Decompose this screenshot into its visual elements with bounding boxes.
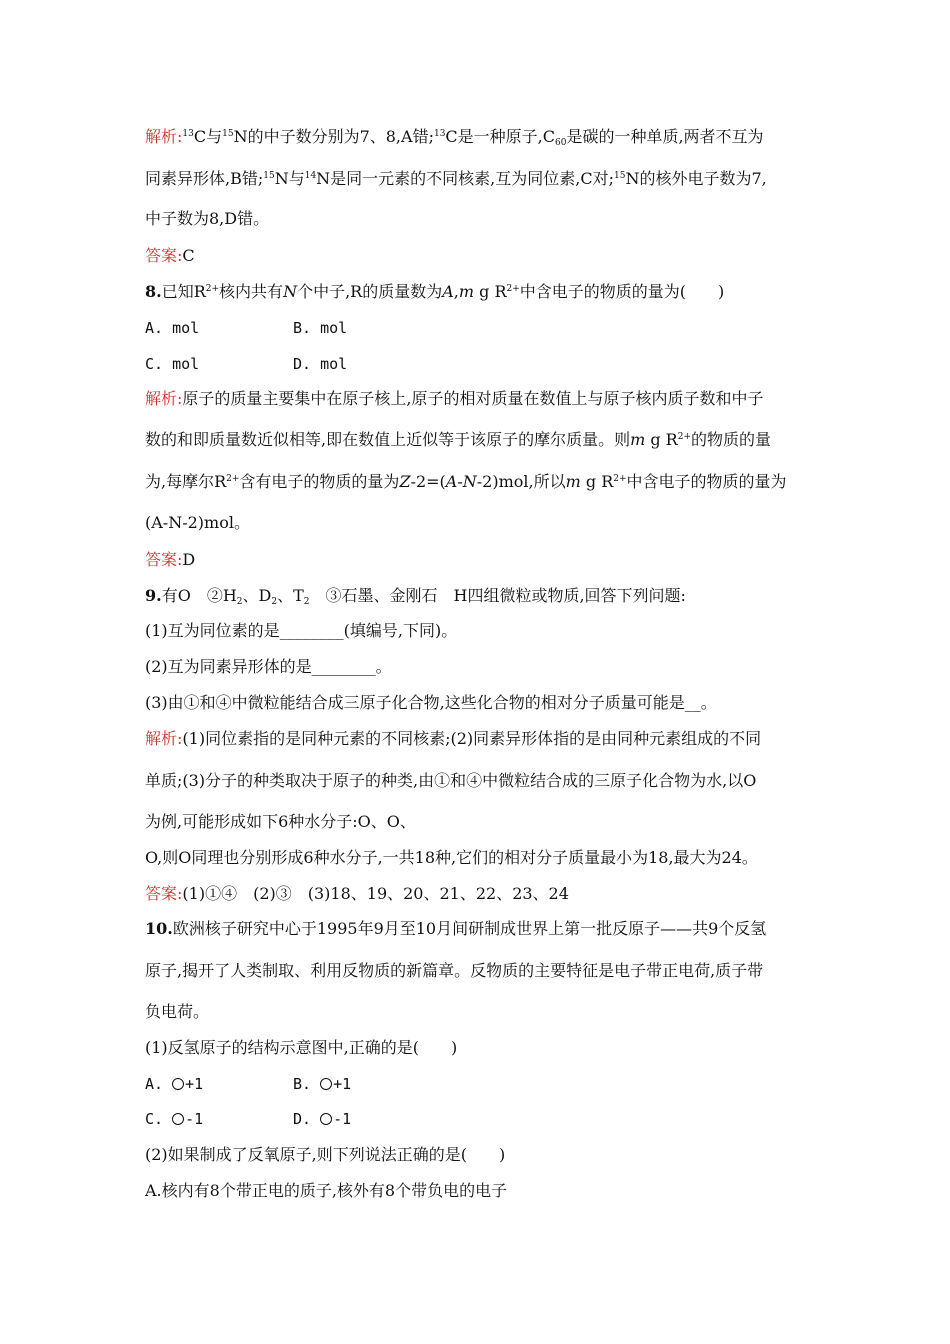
q10-line-1 xyxy=(145,918,766,940)
subscript: 60 xyxy=(555,138,567,148)
q7-analysis-line-2 xyxy=(145,168,767,190)
text: N的中子数分别为7、8,A错; xyxy=(233,127,434,146)
text: 为,每摩尔R xyxy=(145,472,227,491)
superscript: 2+ xyxy=(506,284,520,294)
text: 是碳的一种单质,两者不互为 xyxy=(566,127,764,146)
question-number: 10. xyxy=(145,919,173,938)
answer-label: 答案: xyxy=(145,550,183,569)
variable-z: Z xyxy=(399,472,411,491)
superscript: 2+ xyxy=(677,432,692,442)
nucleus-circle-icon xyxy=(320,1078,332,1090)
q9-analysis-line-4: O,则O同理也分别形成6种水分子,一共18种,它们的相对分子质量最小为18,最大为24。 xyxy=(145,848,758,867)
superscript: 15 xyxy=(613,171,626,181)
q7-answer xyxy=(145,245,195,267)
variable-m: m xyxy=(630,430,646,449)
text: - xyxy=(457,472,463,491)
q10-part-1: (1)反氢原子的结构示意图中,正确的是( ) xyxy=(145,1038,458,1057)
question-number: 9. xyxy=(145,586,162,605)
superscript: 14 xyxy=(304,171,317,181)
text: N的核外电子数为7, xyxy=(625,169,767,188)
analysis-label: 解析: xyxy=(145,729,183,748)
q9-part-3: (3)由①和④中微粒能结合成三原子化合物,这些化合物的相对分子质量可能是__。 xyxy=(145,693,717,712)
text: 欧洲核子研究中心于1995年9月至10月间研制成世界上第一批反原子——共9个反氢 xyxy=(172,919,767,938)
subscript: 2 xyxy=(271,597,278,607)
analysis-label: 解析: xyxy=(145,127,183,146)
q8-analysis-line-2 xyxy=(145,429,771,451)
superscript: 13 xyxy=(433,129,446,139)
analysis-label: 解析: xyxy=(145,389,183,408)
subscript: 2 xyxy=(303,597,310,607)
q10-line-2: 原子,揭开了人类制取、利用反物质的新篇章。反物质的主要特征是电子带正电荷,质子带 xyxy=(145,961,764,980)
nucleus-circle-icon xyxy=(172,1113,184,1125)
q9-answer xyxy=(145,883,569,905)
option-label: A. xyxy=(145,1075,164,1093)
text: N是同一元素的不同核素,互为同位素,C对; xyxy=(316,169,614,188)
charge-value: -1 xyxy=(333,1110,352,1128)
text: 已知R xyxy=(161,282,206,301)
q9-analysis-line-3: 为例,可能形成如下6种水分子:O、O、 xyxy=(145,812,416,831)
text: C与 xyxy=(193,127,223,146)
text: 个中子,R的质量数为 xyxy=(297,282,443,301)
q10-option-c xyxy=(145,1108,203,1130)
nucleus-circle-icon xyxy=(320,1113,332,1125)
q8-option-d: D. mol xyxy=(293,355,348,373)
superscript: 2+ xyxy=(613,474,627,484)
superscript: 15 xyxy=(263,171,275,181)
charge-value: -1 xyxy=(185,1110,204,1128)
q10-line-3: 负电荷。 xyxy=(145,1002,210,1021)
text: 的物质的量 xyxy=(691,430,772,449)
variable-m: m xyxy=(458,282,475,301)
text: g R xyxy=(474,282,507,301)
q10-option-b xyxy=(293,1073,351,1095)
text: 、T xyxy=(277,586,304,605)
text: 有O ②H xyxy=(161,586,237,605)
text: , xyxy=(453,282,459,301)
text: (1)同位素指的是同种元素的不同核素;(2)同素异形体指的是由同种元素组成的不同 xyxy=(182,729,762,748)
q9-part-1: (1)互为同位素的是________(填编号,下同)。 xyxy=(145,621,458,640)
text: g R xyxy=(580,472,614,491)
q10-part-2-option-a: A.核内有8个带正电的质子,核外有8个带负电的电子 xyxy=(145,1181,508,1200)
charge-value: +1 xyxy=(333,1075,352,1093)
question-number: 8. xyxy=(145,282,162,301)
text: 含有电子的物质的量为 xyxy=(239,472,400,491)
subscript: 2 xyxy=(236,597,243,607)
nucleus-circle-icon xyxy=(172,1078,184,1090)
q8-option-c: C. mol xyxy=(145,355,200,373)
q8-analysis-line-1 xyxy=(145,388,764,410)
q8-question xyxy=(145,281,724,303)
variable-m: m xyxy=(565,472,581,491)
superscript: 2+ xyxy=(226,474,240,484)
q7-analysis-line-3: 中子数为8,D错。 xyxy=(145,209,270,228)
q7-analysis-line-1 xyxy=(145,126,764,148)
text: 中含电子的物质的量为( ) xyxy=(519,282,725,301)
q9-part-2: (2)互为同素异形体的是________。 xyxy=(145,657,392,676)
superscript: 15 xyxy=(222,129,234,139)
text: 原子的质量主要集中在原子核上,原子的相对质量在数值上与原子核内质子数和中子 xyxy=(182,389,764,408)
q10-option-d xyxy=(293,1108,351,1130)
q8-answer xyxy=(145,549,195,571)
option-label: D. xyxy=(293,1110,312,1128)
q10-part-2: (2)如果制成了反氧原子,则下列说法正确的是( ) xyxy=(145,1145,506,1164)
answer-label: 答案: xyxy=(145,246,183,265)
answer-value: C xyxy=(182,246,195,265)
answer-label: 答案: xyxy=(145,884,183,903)
variable-n: N xyxy=(283,282,298,301)
text: 数的和即质量数近似相等,即在数值上近似等于该原子的摩尔质量。则 xyxy=(145,430,631,449)
text: g R xyxy=(645,430,678,449)
text: -2=( xyxy=(410,472,446,491)
text: 同素异形体,B错; xyxy=(145,169,264,188)
text: C是一种原子,C xyxy=(445,127,555,146)
q10-option-a xyxy=(145,1073,203,1095)
charge-value: +1 xyxy=(185,1075,204,1093)
variable-a: A xyxy=(442,282,454,301)
answer-value: D xyxy=(182,550,196,569)
superscript: 2+ xyxy=(205,284,220,294)
superscript: 13 xyxy=(182,129,194,139)
q8-analysis-line-4: (A-N-2)mol。 xyxy=(145,513,250,532)
q9-question xyxy=(145,585,686,607)
q9-analysis-line-2: 单质;(3)分子的种类取决于原子的种类,由①和④中微粒结合成的三原子化合物为水,以O xyxy=(145,771,757,790)
answer-value: (1)①④ (2)③ (3)18、19、20、21、22、23、24 xyxy=(182,884,569,903)
text: N与 xyxy=(274,169,305,188)
q8-option-b: B. mol xyxy=(293,319,348,337)
q8-analysis-line-3 xyxy=(145,471,787,493)
q9-analysis-line-1 xyxy=(145,728,761,750)
text: 、D xyxy=(242,586,272,605)
text: 核内共有 xyxy=(219,282,284,301)
variable-a: A xyxy=(445,472,458,491)
option-label: C. xyxy=(145,1110,164,1128)
text: ③石墨、金刚石 H四组微粒或物质,回答下列问题: xyxy=(309,586,686,605)
text: -2)mol,所以 xyxy=(476,472,566,491)
text: 中含电子的物质的量为 xyxy=(626,472,787,491)
q8-option-a: A. mol xyxy=(145,319,200,337)
variable-n: N xyxy=(462,472,477,491)
option-label: B. xyxy=(293,1075,312,1093)
